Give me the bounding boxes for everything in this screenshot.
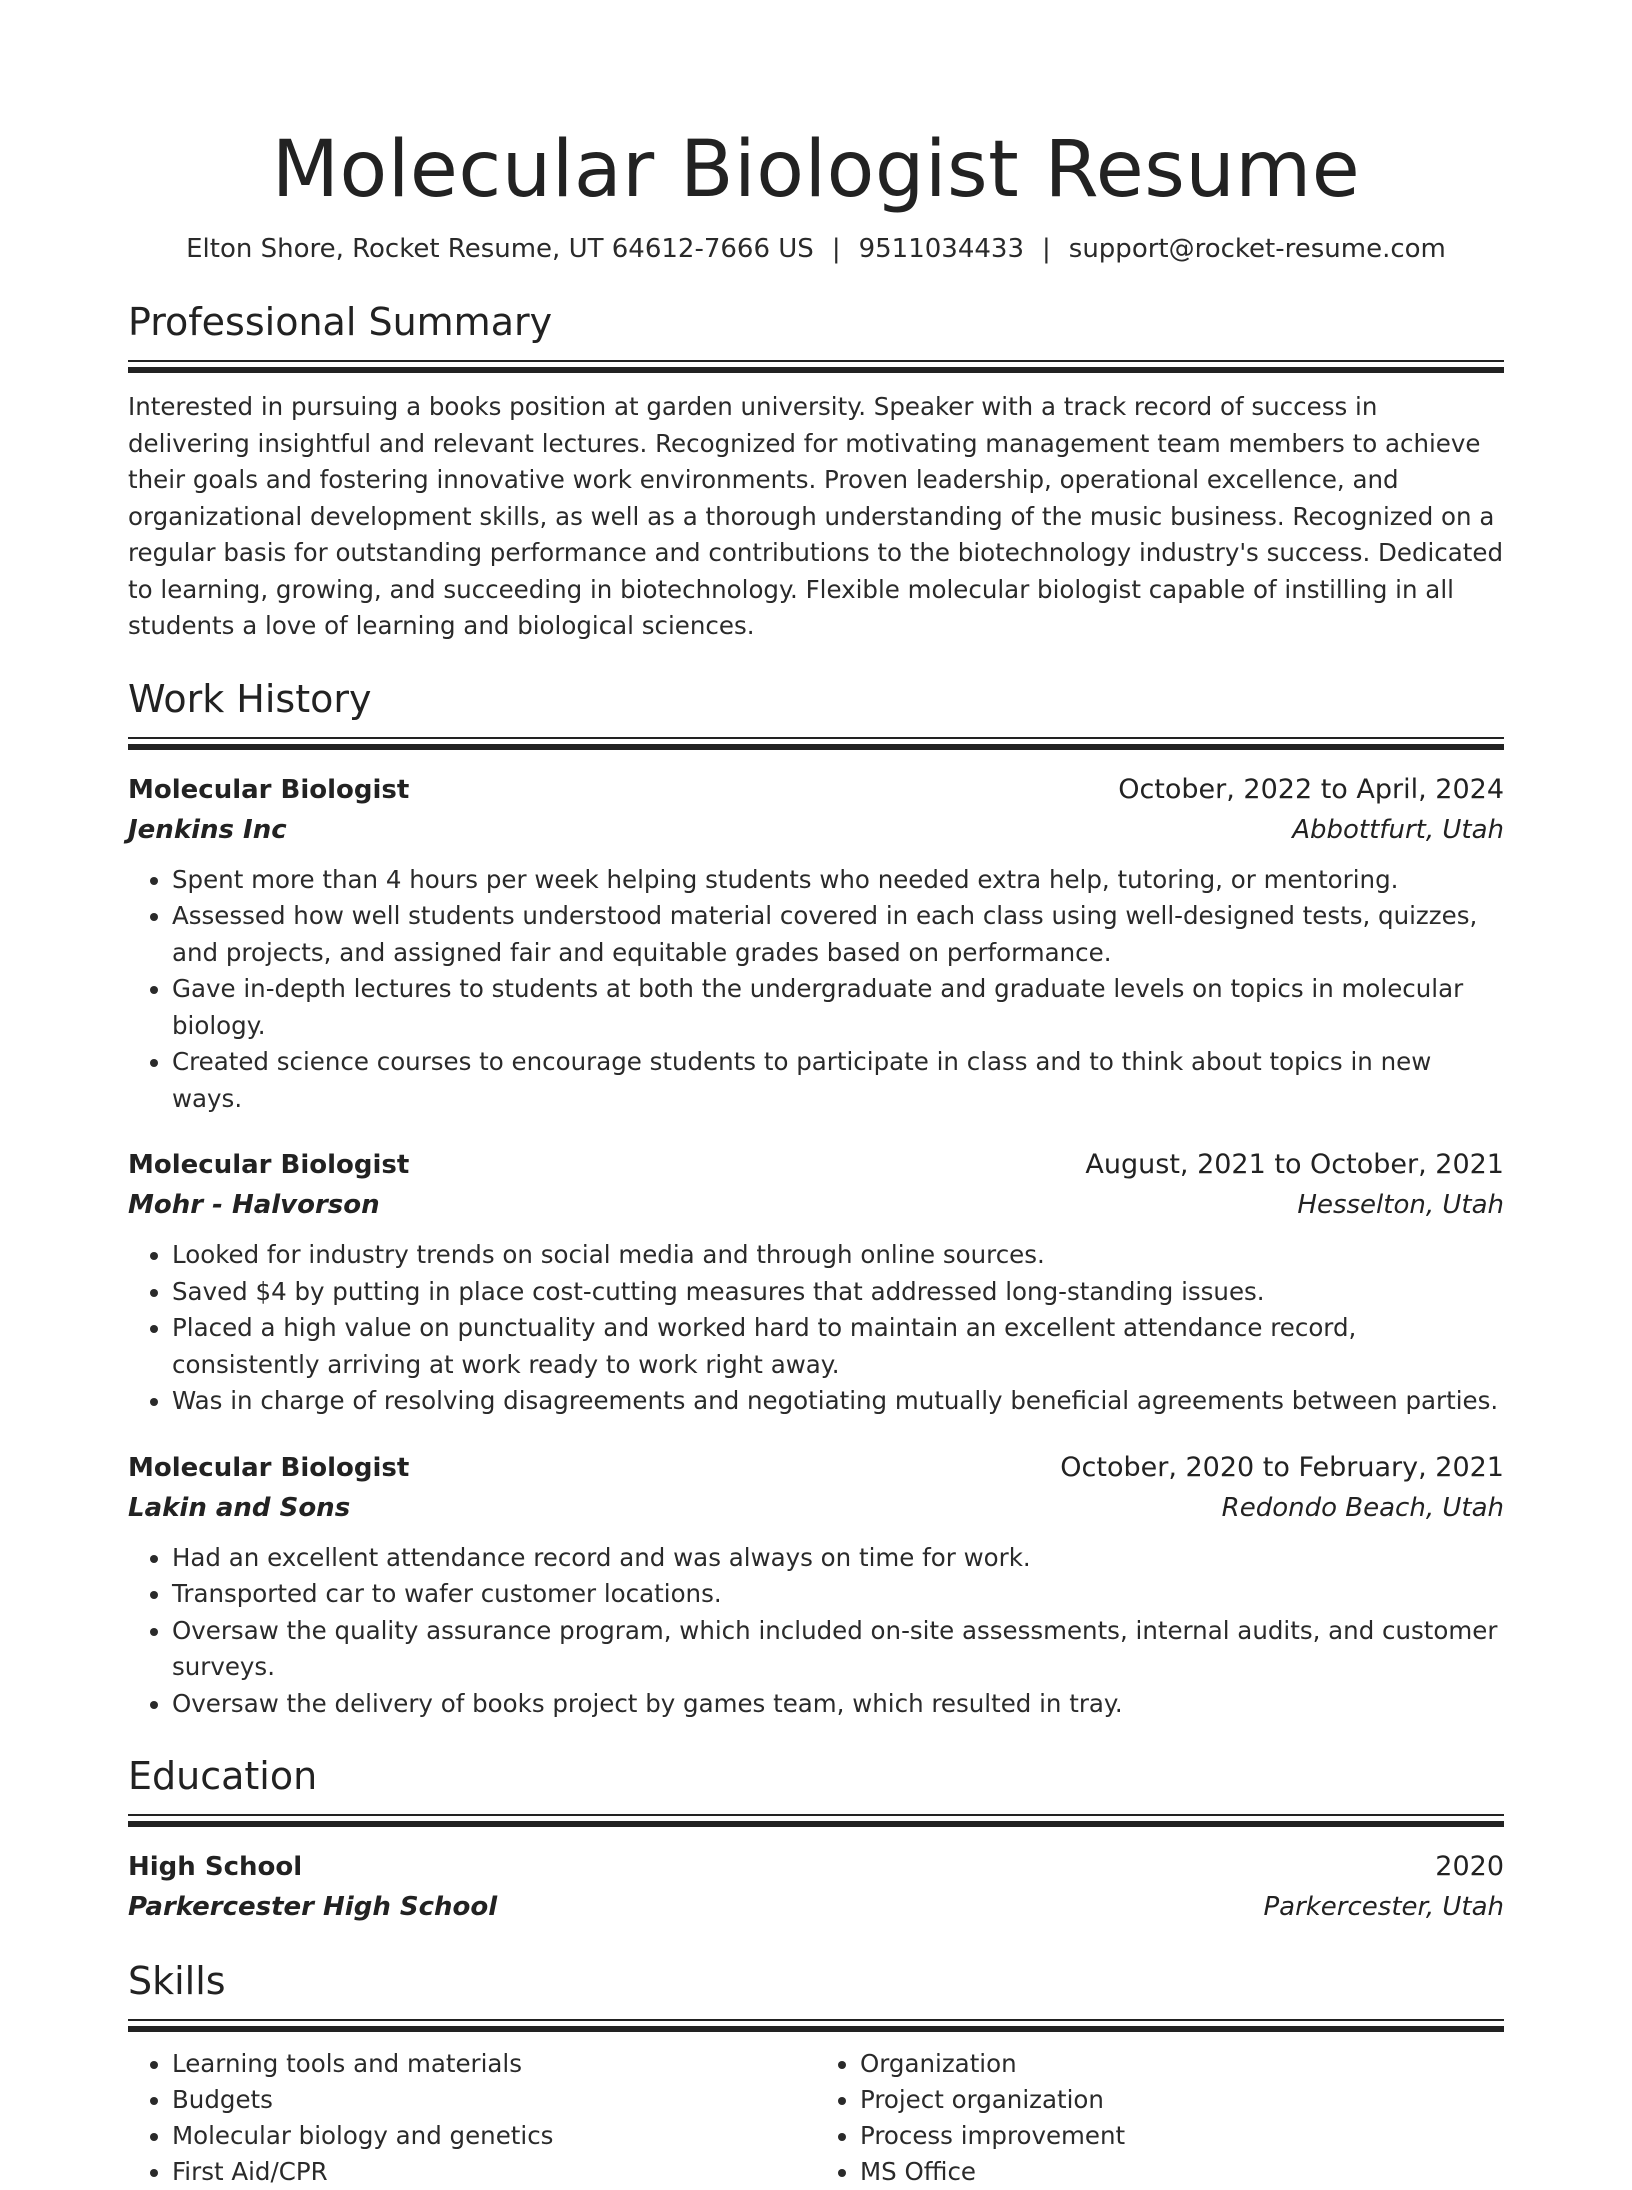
summary-text: Interested in pursuing a books position at garden university. Speaker with a track record of success in delivering insightful and relevant lectures. Recognized for motivating management team members to achieve their goals and fostering innovative work environments. Proven leadership, operational excellence, and organizational development skills, as well as a thorough understanding of the music business. Recognized on a regular basis for outstanding performance and contributions to the biotechnology industry's success. Dedicated to learning, growing, and succeeding in biotechnology. Flexible molecular biologist capable of instilling in all students a love of learning and biological sciences.	[128, 392, 1504, 640]
job-company: Mohr - Halvorson	[128, 1190, 380, 1220]
skill-item: • Process improvement	[860, 2118, 1504, 2154]
list-item: • Assessed how well students understood material covered in each class using well-designed tests, quizzes, and projects, and assigned fair and equitable grades based on performance.	[172, 898, 1504, 971]
job-location: Hesselton, Utah	[1297, 1190, 1504, 1220]
contact-line	[128, 230, 1504, 268]
education-entry	[128, 1847, 1504, 1927]
job-bullets	[128, 1237, 1504, 1420]
education-degree: High School	[128, 1852, 303, 1882]
list-item: • Oversaw the quality assurance program, which included on-site assessments, internal audits, and customer surveys.	[172, 1613, 1504, 1686]
section-divider	[128, 737, 1504, 739]
list-item: • Was in charge of resolving disagreements and negotiating mutually beneficial agreements between parties.	[172, 1383, 1504, 1420]
list-item: • Saved $4 by putting in place cost-cutting measures that addressed long-standing issues.	[172, 1274, 1504, 1311]
section-divider	[128, 1821, 1504, 1827]
job-bullets	[128, 862, 1504, 1118]
skill-item: • Budgets	[172, 2082, 816, 2118]
page-title: Molecular Biologist Resume	[271, 125, 1361, 215]
job-dates: October, 2020 to February, 2021	[1060, 1451, 1504, 1483]
education-section	[128, 1752, 1504, 1927]
section-divider	[128, 744, 1504, 750]
contact-phone: 9511034433	[858, 234, 1025, 264]
contact-separator: |	[1042, 234, 1051, 264]
section-divider	[128, 367, 1504, 373]
skill-item: • Learning tools and materials	[172, 2046, 816, 2082]
job-title: Molecular Biologist	[128, 1150, 410, 1180]
section-divider	[128, 1814, 1504, 1816]
skills-column-left	[128, 2046, 816, 2190]
skill-item: • First Aid/CPR	[172, 2154, 816, 2190]
section-divider	[128, 360, 1504, 362]
job-title: Molecular Biologist	[128, 1452, 410, 1483]
list-item: • Gave in-depth lectures to students at both the undergraduate and graduate levels on topics in molecular biology.	[172, 971, 1504, 1044]
job-bullets	[128, 1540, 1504, 1723]
job-entry	[128, 1145, 1504, 1420]
education-year: 2020	[1435, 1851, 1504, 1882]
skills-section	[128, 1957, 1504, 2190]
section-heading: Work History	[128, 676, 372, 721]
skill-item: • Molecular biology and genetics	[172, 2118, 816, 2154]
education-school: Parkercester High School	[128, 1892, 498, 1922]
section-divider	[128, 2026, 1504, 2032]
list-item: • Spent more than 4 hours per week helping students who needed extra help, tutoring, or mentoring.	[172, 862, 1504, 899]
job-company: Jenkins Inc	[128, 814, 287, 845]
contact-email: support@rocket-resume.com	[1068, 234, 1446, 264]
contact-separator: |	[831, 234, 841, 264]
job-dates: October, 2022 to April, 2024	[1118, 773, 1504, 805]
work-history-section	[128, 675, 1504, 1723]
job-entry	[128, 1448, 1504, 1723]
list-item: • Created science courses to encourage students to participate in class and to think about topics in new ways.	[172, 1044, 1504, 1117]
summary-section	[128, 298, 1504, 645]
skill-item: • Project organization	[860, 2082, 1504, 2118]
job-location: Abbottfurt, Utah	[1292, 814, 1504, 845]
skill-item: • Organization	[860, 2046, 1504, 2082]
section-heading: Professional Summary	[128, 300, 553, 344]
skill-item: • MS Office	[860, 2154, 1504, 2190]
skills-grid	[128, 2046, 1504, 2190]
section-divider	[128, 2019, 1504, 2021]
list-item: • Oversaw the delivery of books project by games team, which resulted in tray.	[172, 1686, 1504, 1723]
skills-column-right	[816, 2046, 1504, 2190]
section-heading: Education	[128, 1754, 318, 1798]
job-company: Lakin and Sons	[128, 1492, 351, 1523]
job-entry	[128, 770, 1504, 1118]
list-item: • Transported car to wafer customer locations.	[172, 1576, 1504, 1613]
list-item: • Had an excellent attendance record and was always on time for work.	[172, 1540, 1504, 1577]
job-dates: August, 2021 to October, 2021	[1085, 1149, 1504, 1180]
contact-address: Elton Shore, Rocket Resume, UT 64612-7666 US	[186, 234, 814, 264]
section-heading: Skills	[128, 1959, 226, 2003]
job-location: Redondo Beach, Utah	[1221, 1492, 1504, 1523]
education-location: Parkercester, Utah	[1263, 1892, 1504, 1922]
job-title: Molecular Biologist	[128, 774, 410, 805]
list-item: • Looked for industry trends on social media and through online sources.	[172, 1237, 1504, 1274]
list-item: • Placed a high value on punctuality and worked hard to maintain an excellent attendance record, consistently arriving at work ready to work right away.	[172, 1310, 1504, 1383]
